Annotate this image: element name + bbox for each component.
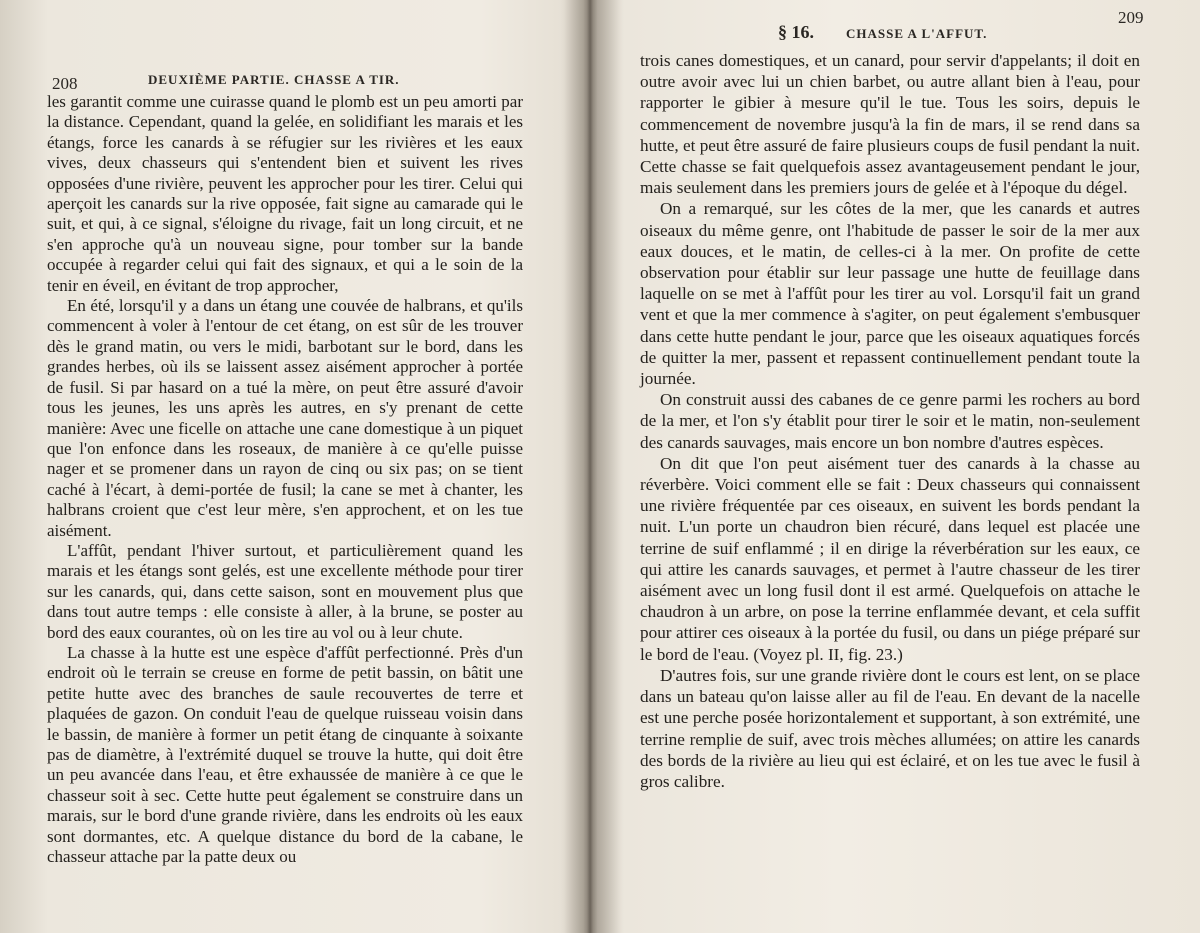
body-text xyxy=(640,50,1140,792)
paragraph: On construit aussi des cabanes de ce genre parmi les rochers au bord de la mer, et l'on s'y établit pour tirer le soir et le matin, non-seulement des canards sauvages, mais encore un bon nombre d'autres espèces. xyxy=(640,390,1140,452)
paragraph: L'affût, pendant l'hiver surtout, et particulièrement quand les marais et les étangs sont gelés, est une excellente méthode pour tirer sur les canards, qui, dans cette saison, sont en mouvement plus que dans tout autre temps : elle consiste à aller, à la brune, se poster au bord des eaux courantes, où on les tire au vol ou à leur chute. xyxy=(47,540,523,642)
section-number: § 16. xyxy=(778,22,814,42)
paragraph: D'autres fois, sur une grande rivière dont le cours est lent, on se place dans un bateau qu'on laisse aller au fil de l'eau. En devant de la nacelle est une perche posée horizontalement et supportant, à son extrémité, une terrine remplie de suif, avec trois mèches allumées; on attire les canards des bords de la rivière au lieu qui est éclairé, et on les tue avec le fusil à gros calibre. xyxy=(640,665,1140,791)
body-text xyxy=(47,92,523,867)
running-head: DEUXIÈME PARTIE. CHASSE A TIR. xyxy=(148,72,400,87)
paragraph: En été, lorsqu'il y a dans un étang une couvée de halbrans, et qu'ils commencent à voler à l'entour de cet étang, on est sûr de les trouver dès le grand matin, ou vers le midi, barbotant sur le bord, dans les grandes herbes, où ils se laissent assez aisément approcher à portée de fusil. Si par hasard on a tué la mère, on peut être assuré d'avoir tous les jeunes, les uns après les autres, en s'y prenant de cette manière: Avec une ficelle on attache une cane domestique à un piquet que l'on enfonce dans les roseaux, de manière à ce qu'elle puisse nager et se promener dans un rayon de cinq ou six pas; on se tient caché à l'écart, à demi-portée de fusil; la cane se met à chanter, les halbrans croient que c'est leur mère, s'en approchent, et on les tue aisément. xyxy=(47,296,523,540)
page-number: 208 xyxy=(52,74,78,93)
page-number: 209 xyxy=(1118,8,1144,27)
paragraph: trois canes domestiques, et un canard, pour servir d'appelants; il doit en outre avoir avec lui un chien barbet, ou autre allant bien à l'eau, pour rapporter le gibier à mesure qu'il le tue. Tous les soirs, depuis le commencement de novembre jusqu'à la fin de mars, il se rend dans sa hutte, et peut être assuré de faire plusieurs coups de fusil pendant la nuit. Cette chasse se fait quelquefois assez avantageusement pendant le jour, mais seulement dans les premiers jours de gelée et à l'époque du dégel. xyxy=(640,51,1140,198)
paragraph: les garantit comme une cuirasse quand le plomb est un peu amorti par la distance. Cependant, quand la gelée, en solidifiant les marais et les étangs, force les canards à se réfugier sur les rivières et les eaux vives, deux chasseurs qui s'entendent bien et suivent les rives opposées d'une rivière, peuvent les approcher pour les tirer. Celui qui aperçoit les canards sur la rive opposée, fait signe au camarade qui le suit, et qui, à ce signal, s'éloigne du rivage, fait un long circuit, et ne s'en approche qu'à un nouveau signe, pour tomber sur la bande occupée à regarder celui qui fait des signaux, et qui a le soin de la tenir en éveil, en évitant de trop approcher, xyxy=(47,92,523,295)
paragraph: On a remarqué, sur les côtes de la mer, que les canards et autres oiseaux du même genre, ont l'habitude de passer le soir de la mer aux eaux douces, et le matin, de celles-ci à la mer. On profite de cette observation pour établir sur leur passage une hutte de feuillage dans laquelle on se met à l'affût pour les tirer au vol. Lorsqu'il fait un grand vent et que la mer commence à s'agiter, on peut également s'embusquer dans cette hutte pendant le jour, parce que les oiseaux aquatiques forcés de quitter la mer, passent et repassent continuellement pendant toute la journée. xyxy=(640,199,1140,389)
running-head: CHASSE A L'AFFUT. xyxy=(846,26,988,41)
right-page xyxy=(598,0,1200,933)
left-page xyxy=(0,0,580,933)
paragraph: On dit que l'on peut aisément tuer des canards à la chasse au réverbère. Voici comment elle se fait : Deux chasseurs qui connaissent une rivière fréquentée par ces oiseaux, en suivent les bords pendant la nuit. L'un porte un chaudron bien récuré, dans lequel est placée une terrine de suif enflammé ; il en dirige la réverbération sur les eaux, ce qui attire les canards sauvages, et permet à l'autre chasseur de les tirer aisément avec un long fusil dont il est armé. Quelquefois on attache le chaudron à un arbre, on pose la terrine enflammée devant, et cela suffit pour attirer ces oiseaux à la portée du fusil, ou dans un piége préparé sur le bord de l'eau. (Voyez pl. II, fig. 23.) xyxy=(640,453,1140,664)
paragraph: La chasse à la hutte est une espèce d'affût perfectionné. Près d'un endroit où le terrain se creuse en forme de petit bassin, on bâtit une petite hutte avec des branches de saule recouvertes de terre et plaquées de gazon. On conduit l'eau de quelque ruisseau voisin dans le bassin, de manière à former un petit étang de cinquante à soixante pas de diamètre, à l'extrémité duquel se trouve la hutte, qui doit être un peu avancée dans l'eau, et être exhaussée de manière à ce que le chasseur soit à sec. Cette hutte peut également se construire dans un marais, sur le bord d'une grande rivière, dans les endroits où les eaux sont dormantes, etc. A quelque distance du bord de la cabane, le chasseur attache par la patte deux ou xyxy=(47,642,523,867)
